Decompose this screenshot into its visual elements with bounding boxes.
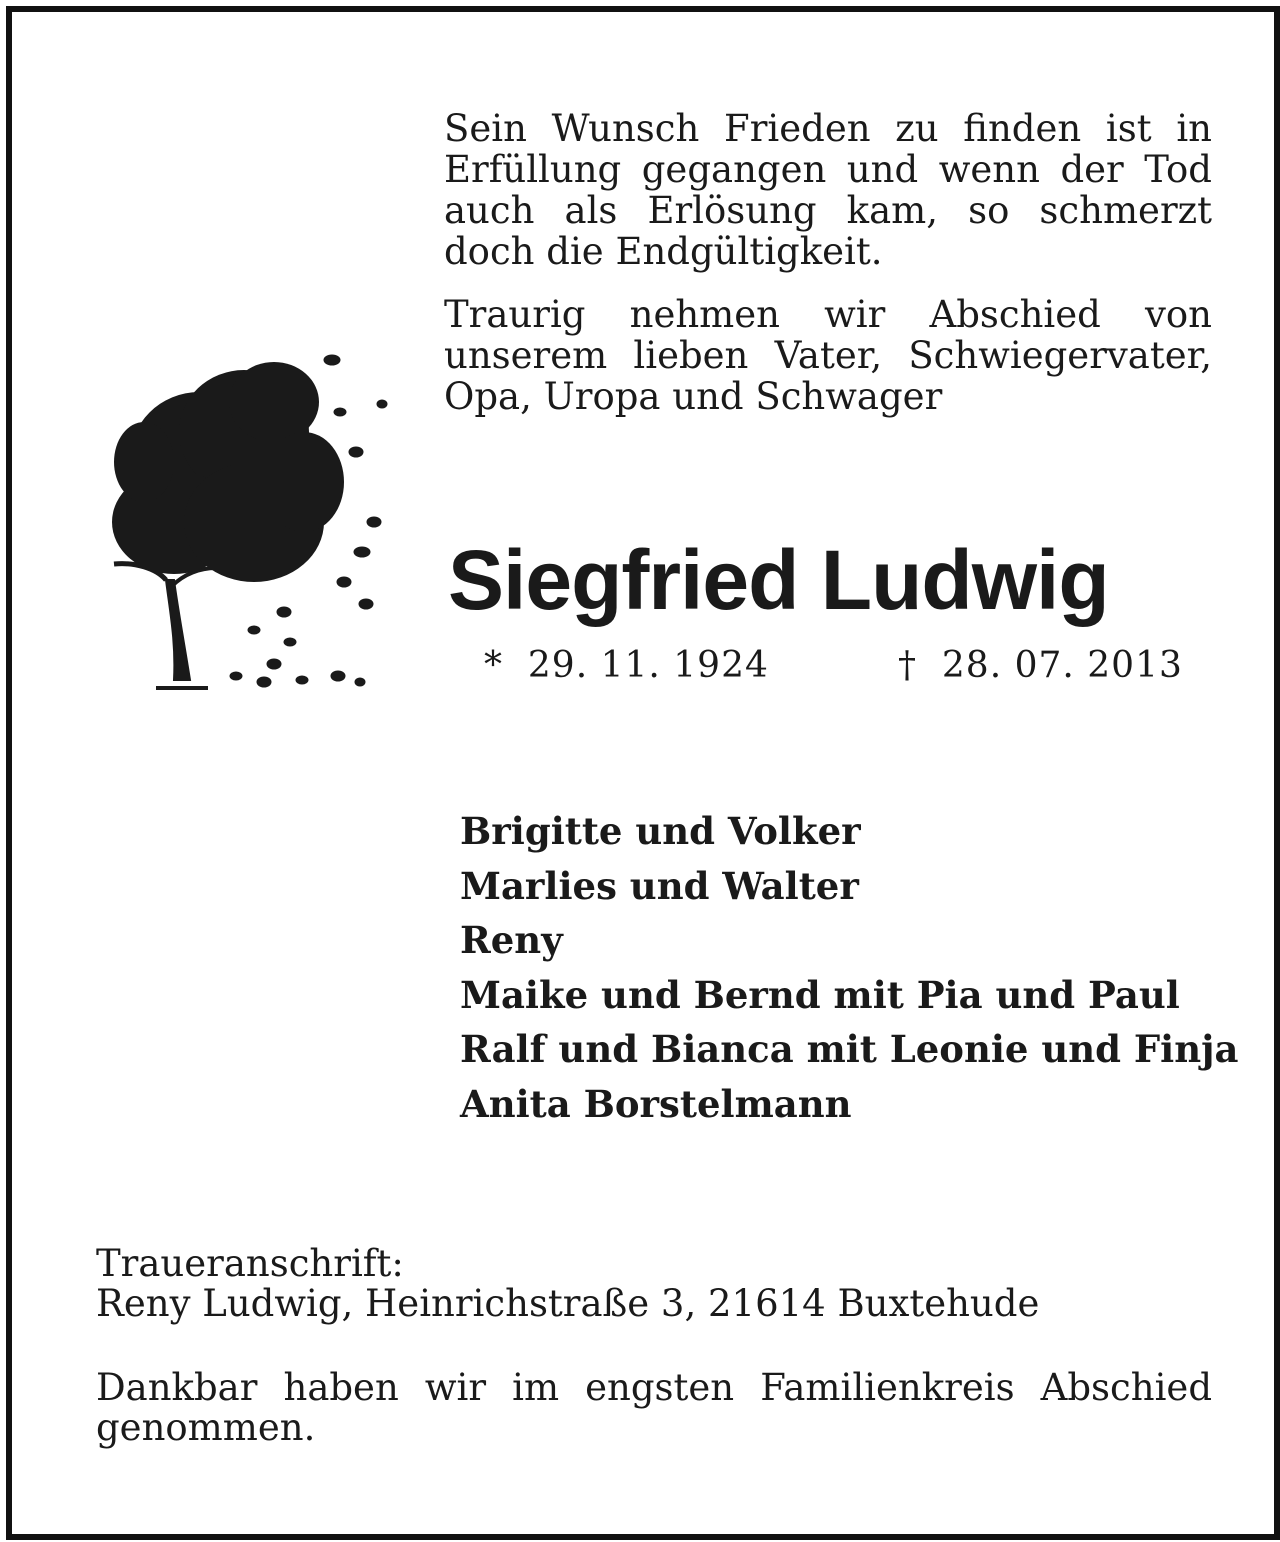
intro-paragraph-1: Sein Wunsch Frieden zu finden ist in Erfüllung gegangen und wenn der Tod auch als Erlösung kam, so schmerzt doch die Endgültigkeit. xyxy=(444,107,1212,273)
birth-date-value: 29. 11. 1924 xyxy=(527,645,769,686)
dagger-symbol: † xyxy=(898,645,917,686)
family-member: Ralf und Bianca mit Leonie und Finja xyxy=(460,1027,1239,1071)
deceased-name: Siegfried Ludwig xyxy=(448,533,1109,627)
family-member: Marlies und Walter xyxy=(460,863,859,908)
thanks-note: Dankbar haben wir im engsten Familienkreis Abschied genommen. xyxy=(96,1366,1212,1449)
family-member: Anita Borstelmann xyxy=(460,1081,852,1126)
family-member: Maike und Bernd mit Pia und Paul xyxy=(460,972,1180,1017)
tree-in-wind-icon xyxy=(104,342,404,702)
address-value: Reny Ludwig, Heinrichstraße 3, 21614 Buxtehude xyxy=(96,1282,1040,1325)
birth-date xyxy=(484,644,769,688)
intro-text xyxy=(444,108,1212,439)
family-member: Reny xyxy=(460,918,563,962)
mourning-address xyxy=(96,1244,1212,1324)
intro-paragraph-2: Traurig nehmen wir Abschied von unserem lieben Vater, Schwiegervater, Opa, Uropa und Schwager xyxy=(444,293,1212,418)
obituary-frame xyxy=(6,6,1280,1540)
family-member: Brigitte und Volker xyxy=(460,809,861,853)
death-date-value: 28. 07. 2013 xyxy=(941,645,1183,686)
birth-symbol: * xyxy=(484,645,503,686)
address-label: Traueranschrift: xyxy=(96,1242,404,1285)
death-date xyxy=(898,644,1183,688)
family-list xyxy=(460,804,1250,1131)
